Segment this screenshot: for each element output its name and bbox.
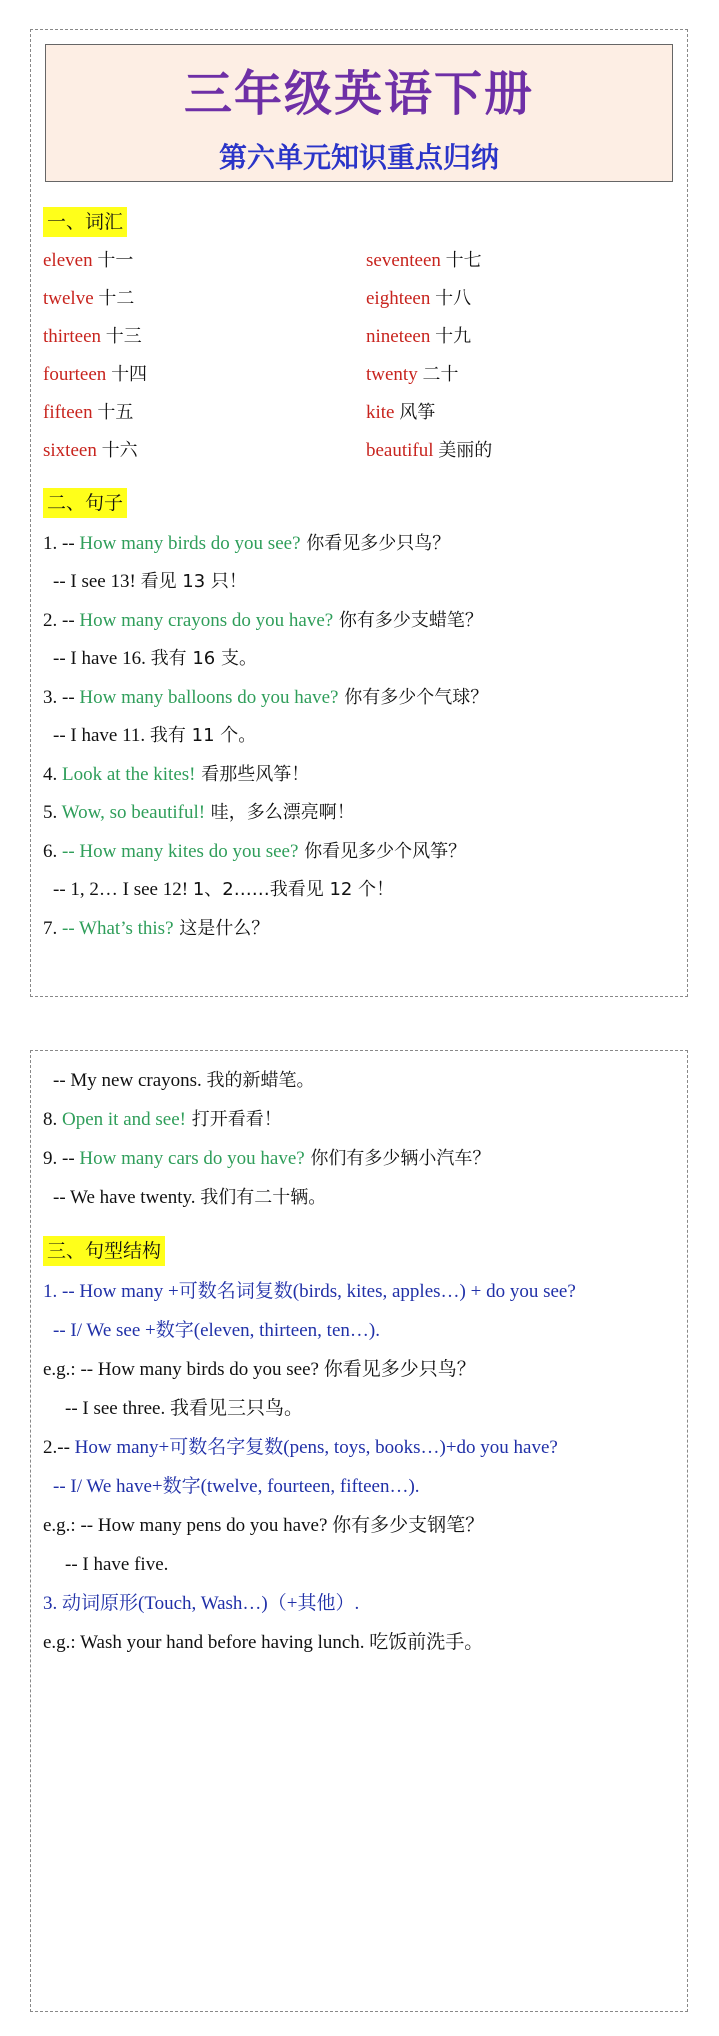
- sentence-line: -- I have 11. 我有 11 个。: [53, 725, 257, 746]
- structure-line: 3. 动词原形(Touch, Wash…)（+其他）.: [43, 1593, 360, 1614]
- title-box: [45, 44, 673, 182]
- structure-line: -- I/ We see +数字(eleven, thirteen, ten…).: [53, 1320, 380, 1341]
- sentence-line: -- I see 13! 看见 13 只！: [53, 571, 247, 592]
- sentence-line: -- We have twenty. 我们有二十辆。: [53, 1187, 327, 1208]
- vocab-item: twelve 十二: [43, 288, 135, 309]
- page-subtitle: 第六单元知识重点归纳: [218, 141, 499, 174]
- sentence-line: -- I have 16. 我有 16 支。: [53, 648, 257, 669]
- vocab-item: twenty 二十: [366, 364, 459, 385]
- sentence-line: 9. -- How many cars do you have? 你们有多少辆小汽车？: [43, 1148, 491, 1169]
- sentence-line: 5. Wow, so beautiful! 哇，多么漂亮啊！: [43, 802, 355, 823]
- sentence-line: 6. -- How many kites do you see? 你看见多少个风筝？: [43, 841, 467, 862]
- sentence-line: 8. Open it and see! 打开看看！: [43, 1109, 282, 1130]
- vocab-item: eleven 十一: [43, 250, 134, 271]
- vocab-heading: 一、词汇: [43, 207, 127, 237]
- sentence-line: -- My new crayons. 我的新蜡笔。: [53, 1070, 315, 1091]
- vocab-item: sixteen 十六: [43, 440, 138, 461]
- vocab-item: fourteen 十四: [43, 364, 148, 385]
- vocab-item: fifteen 十五: [43, 402, 134, 423]
- vocab-item: seventeen 十七: [366, 250, 482, 271]
- vocab-item: kite 风筝: [366, 402, 436, 423]
- example-line: -- I see three. 我看见三只鸟。: [65, 1398, 303, 1419]
- structure-heading: 三、句型结构: [43, 1236, 165, 1266]
- sentence-line: 3. -- How many balloons do you have? 你有多少个气球？: [43, 687, 489, 708]
- vocab-item: beautiful 美丽的: [366, 440, 493, 461]
- vocab-item: eighteen 十八: [366, 288, 472, 309]
- sentence-line: -- 1, 2… I see 12! 1、2……我看见 12 个！: [53, 879, 395, 900]
- example-line: e.g.: -- How many birds do you see? 你看见多少只鸟？: [43, 1359, 476, 1380]
- structure-line: 2.-- How many+可数名字复数(pens, toys, books…)+do you have?: [43, 1437, 558, 1458]
- sentence-line: 7. -- What’s this? 这是什么？: [43, 918, 270, 939]
- vocab-item: nineteen 十九: [366, 326, 472, 347]
- sentence-line: 2. -- How many crayons do you have? 你有多少支蜡笔？: [43, 610, 483, 631]
- sentence-line: 4. Look at the kites! 看那些风筝！: [43, 764, 310, 785]
- example-line: e.g.: -- How many pens do you have? 你有多少支钢笔？: [43, 1515, 485, 1536]
- vocab-item: thirteen 十三: [43, 326, 142, 347]
- sentences-heading: 二、句子: [43, 488, 127, 518]
- structure-line: 1. -- How many +可数名词复数(birds, kites, apples…) + do you see?: [43, 1281, 576, 1302]
- example-line: -- I have five.: [65, 1554, 169, 1575]
- sentence-line: 1. -- How many birds do you see? 你看见多少只鸟？: [43, 533, 451, 554]
- structure-line: -- I/ We have+数字(twelve, fourteen, fifteen…).: [53, 1476, 420, 1497]
- page-title: 三年级英语下册: [183, 66, 534, 122]
- page-one: [30, 29, 688, 997]
- page-two: [30, 1050, 688, 2012]
- example-line: e.g.: Wash your hand before having lunch. 吃饭前洗手。: [43, 1632, 484, 1653]
